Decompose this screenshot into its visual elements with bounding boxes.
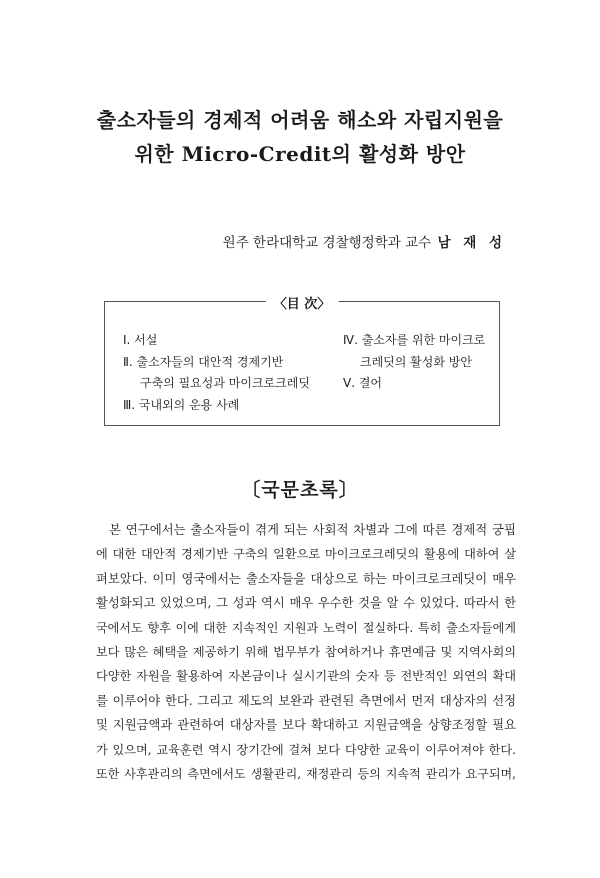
abstract-line: 또한 사후관리의 측면에서도 생활관리, 재정관리 등의 지속적 관리가 요구되며,	[96, 767, 516, 782]
toc-item-continuation: 크레딧의 활성화 방안	[360, 354, 472, 369]
author-affiliation: 원주 한라대학교 경찰행정학과 교수	[222, 235, 432, 251]
toc-item: Ⅳ. 출소자를 위한 마이크로	[343, 333, 486, 347]
table-of-contents	[104, 297, 500, 426]
abstract-heading: 〔국문초록〕	[241, 479, 359, 501]
abstract-line: 가 있으며, 교육훈련 역시 장기간에 걸쳐 보다 다양한 교육이 이루어져야 한다.	[96, 742, 516, 757]
toc-heading: 〈目 次〉	[266, 293, 339, 312]
toc-item: Ⅲ. 국내외의 운용 사례	[123, 397, 240, 412]
author-name: 남 재 성	[437, 235, 506, 251]
author-line	[223, 231, 506, 251]
abstract-line: 보다 많은 혜택을 제공하기 위해 법무부가 참여하거나 휴면예금 및 지역사회의	[96, 645, 516, 660]
toc-item: Ⅱ. 출소자들의 대안적 경제기반	[123, 354, 284, 369]
abstract-line: 국에서도 향후 이에 대한 지속적인 지원과 노력이 절실하다. 특히 출소자들에게	[96, 620, 516, 635]
abstract-line: 펴보았다. 이미 영국에서는 출소자들을 대상으로 하는 마이크로크레딧이 매우	[96, 571, 516, 586]
abstract-line: 및 지원금액과 관련하여 대상자를 보다 확대하고 지원금액을 상향조정할 필요	[96, 718, 516, 733]
abstract-line: 에 대한 대안적 경제기반 구축의 일환으로 마이크로크레딧의 활용에 대하여 살	[96, 547, 516, 562]
toc-item: Ⅴ. 결어	[343, 376, 383, 390]
abstract-line: 다양한 자원을 활용하여 자본금이나 실시기관의 숫자 등 전반적인 외연의 확대	[96, 669, 516, 684]
abstract-line: 활성화되고 있었으며, 그 성과 역시 매우 우수한 것을 알 수 있었다. 따라서 한	[96, 596, 516, 611]
title-line-2: 위한 Micro-Credit의 활성화 방안	[134, 142, 466, 166]
abstract-line: 를 이루어야 한다. 그리고 제도의 보완과 관련된 측면에서 먼저 대상자의 선정	[96, 693, 516, 708]
abstract-body	[96, 518, 516, 786]
title-line-1: 출소자들의 경제적 어려움 해소와 자립지원을	[96, 108, 504, 132]
abstract-line: 본 연구에서는 출소자들이 겪게 되는 사회적 차별과 그에 따른 경제적 궁핍	[109, 522, 516, 537]
toc-item: Ⅰ. 서설	[123, 333, 158, 347]
paper-title	[40, 103, 560, 171]
toc-left-column	[123, 330, 333, 416]
toc-item-continuation: 구축의 필요성과 마이크로크레딧	[140, 376, 310, 390]
toc-right-column	[343, 330, 493, 395]
